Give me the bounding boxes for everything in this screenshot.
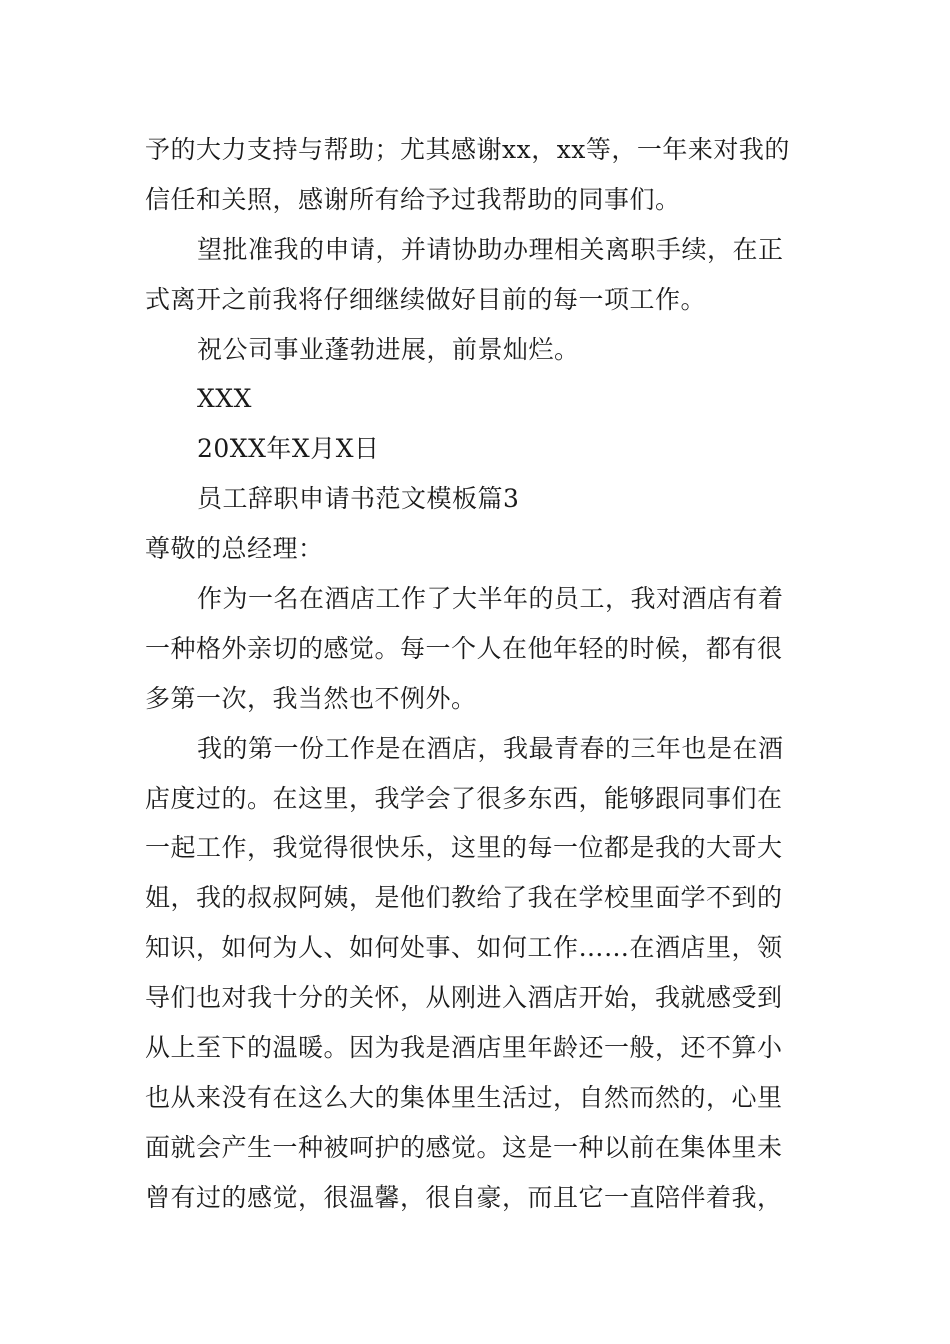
- text-line: 祝公司事业蓬勃进展，前景灿烂。: [197, 335, 580, 364]
- text-line: 姐，我的叔叔阿姨，是他们教给了我在学校里面学不到的: [145, 883, 783, 912]
- text-line: 一种格外亲切的感觉。每一个人在他年轻的时候，都有很: [145, 634, 783, 663]
- signature-date: 20XX年X月X日: [197, 434, 380, 463]
- signature-name: XXX: [197, 384, 252, 413]
- text-line: 多第一次，我当然也不例外。: [145, 684, 477, 713]
- text-line: 式离开之前我将仔细继续做好目前的每一项工作。: [145, 285, 707, 314]
- text-line: 予的大力支持与帮助；尤其感谢xx，xx等，一年来对我的: [145, 135, 790, 164]
- salutation: 尊敬的总经理：: [145, 534, 324, 563]
- text-line: 作为一名在酒店工作了大半年的员工，我对酒店有着: [197, 584, 784, 613]
- text-line: 面就会产生一种被呵护的感觉。这是一种以前在集体里未: [145, 1133, 783, 1162]
- text-line: 信任和关照，感谢所有给予过我帮助的同事们。: [145, 185, 681, 214]
- text-line: 知识，如何为人、如何处事、如何工作……在酒店里，领: [145, 933, 783, 962]
- text-line: 导们也对我十分的关怀，从刚进入酒店开始，我就感受到: [145, 983, 783, 1012]
- text-line: 一起工作，我觉得很快乐，这里的每一位都是我的大哥大: [145, 833, 783, 862]
- text-line: 也从来没有在这么大的集体里生活过，自然而然的，心里: [145, 1083, 783, 1112]
- section-heading: 员工辞职申请书范文模板篇3: [197, 484, 520, 513]
- text-line: 我的第一份工作是在酒店，我最青春的三年也是在酒: [197, 734, 784, 763]
- text-line: 从上至下的温暖。因为我是酒店里年龄还一般，还不算小: [145, 1033, 783, 1062]
- text-line: 望批准我的申请，并请协助办理相关离职手续，在正: [197, 235, 784, 264]
- text-line: 店度过的。在这里，我学会了很多东西，能够跟同事们在: [145, 784, 783, 813]
- text-line: 曾有过的感觉，很温馨，很自豪，而且它一直陪伴着我，: [145, 1183, 783, 1212]
